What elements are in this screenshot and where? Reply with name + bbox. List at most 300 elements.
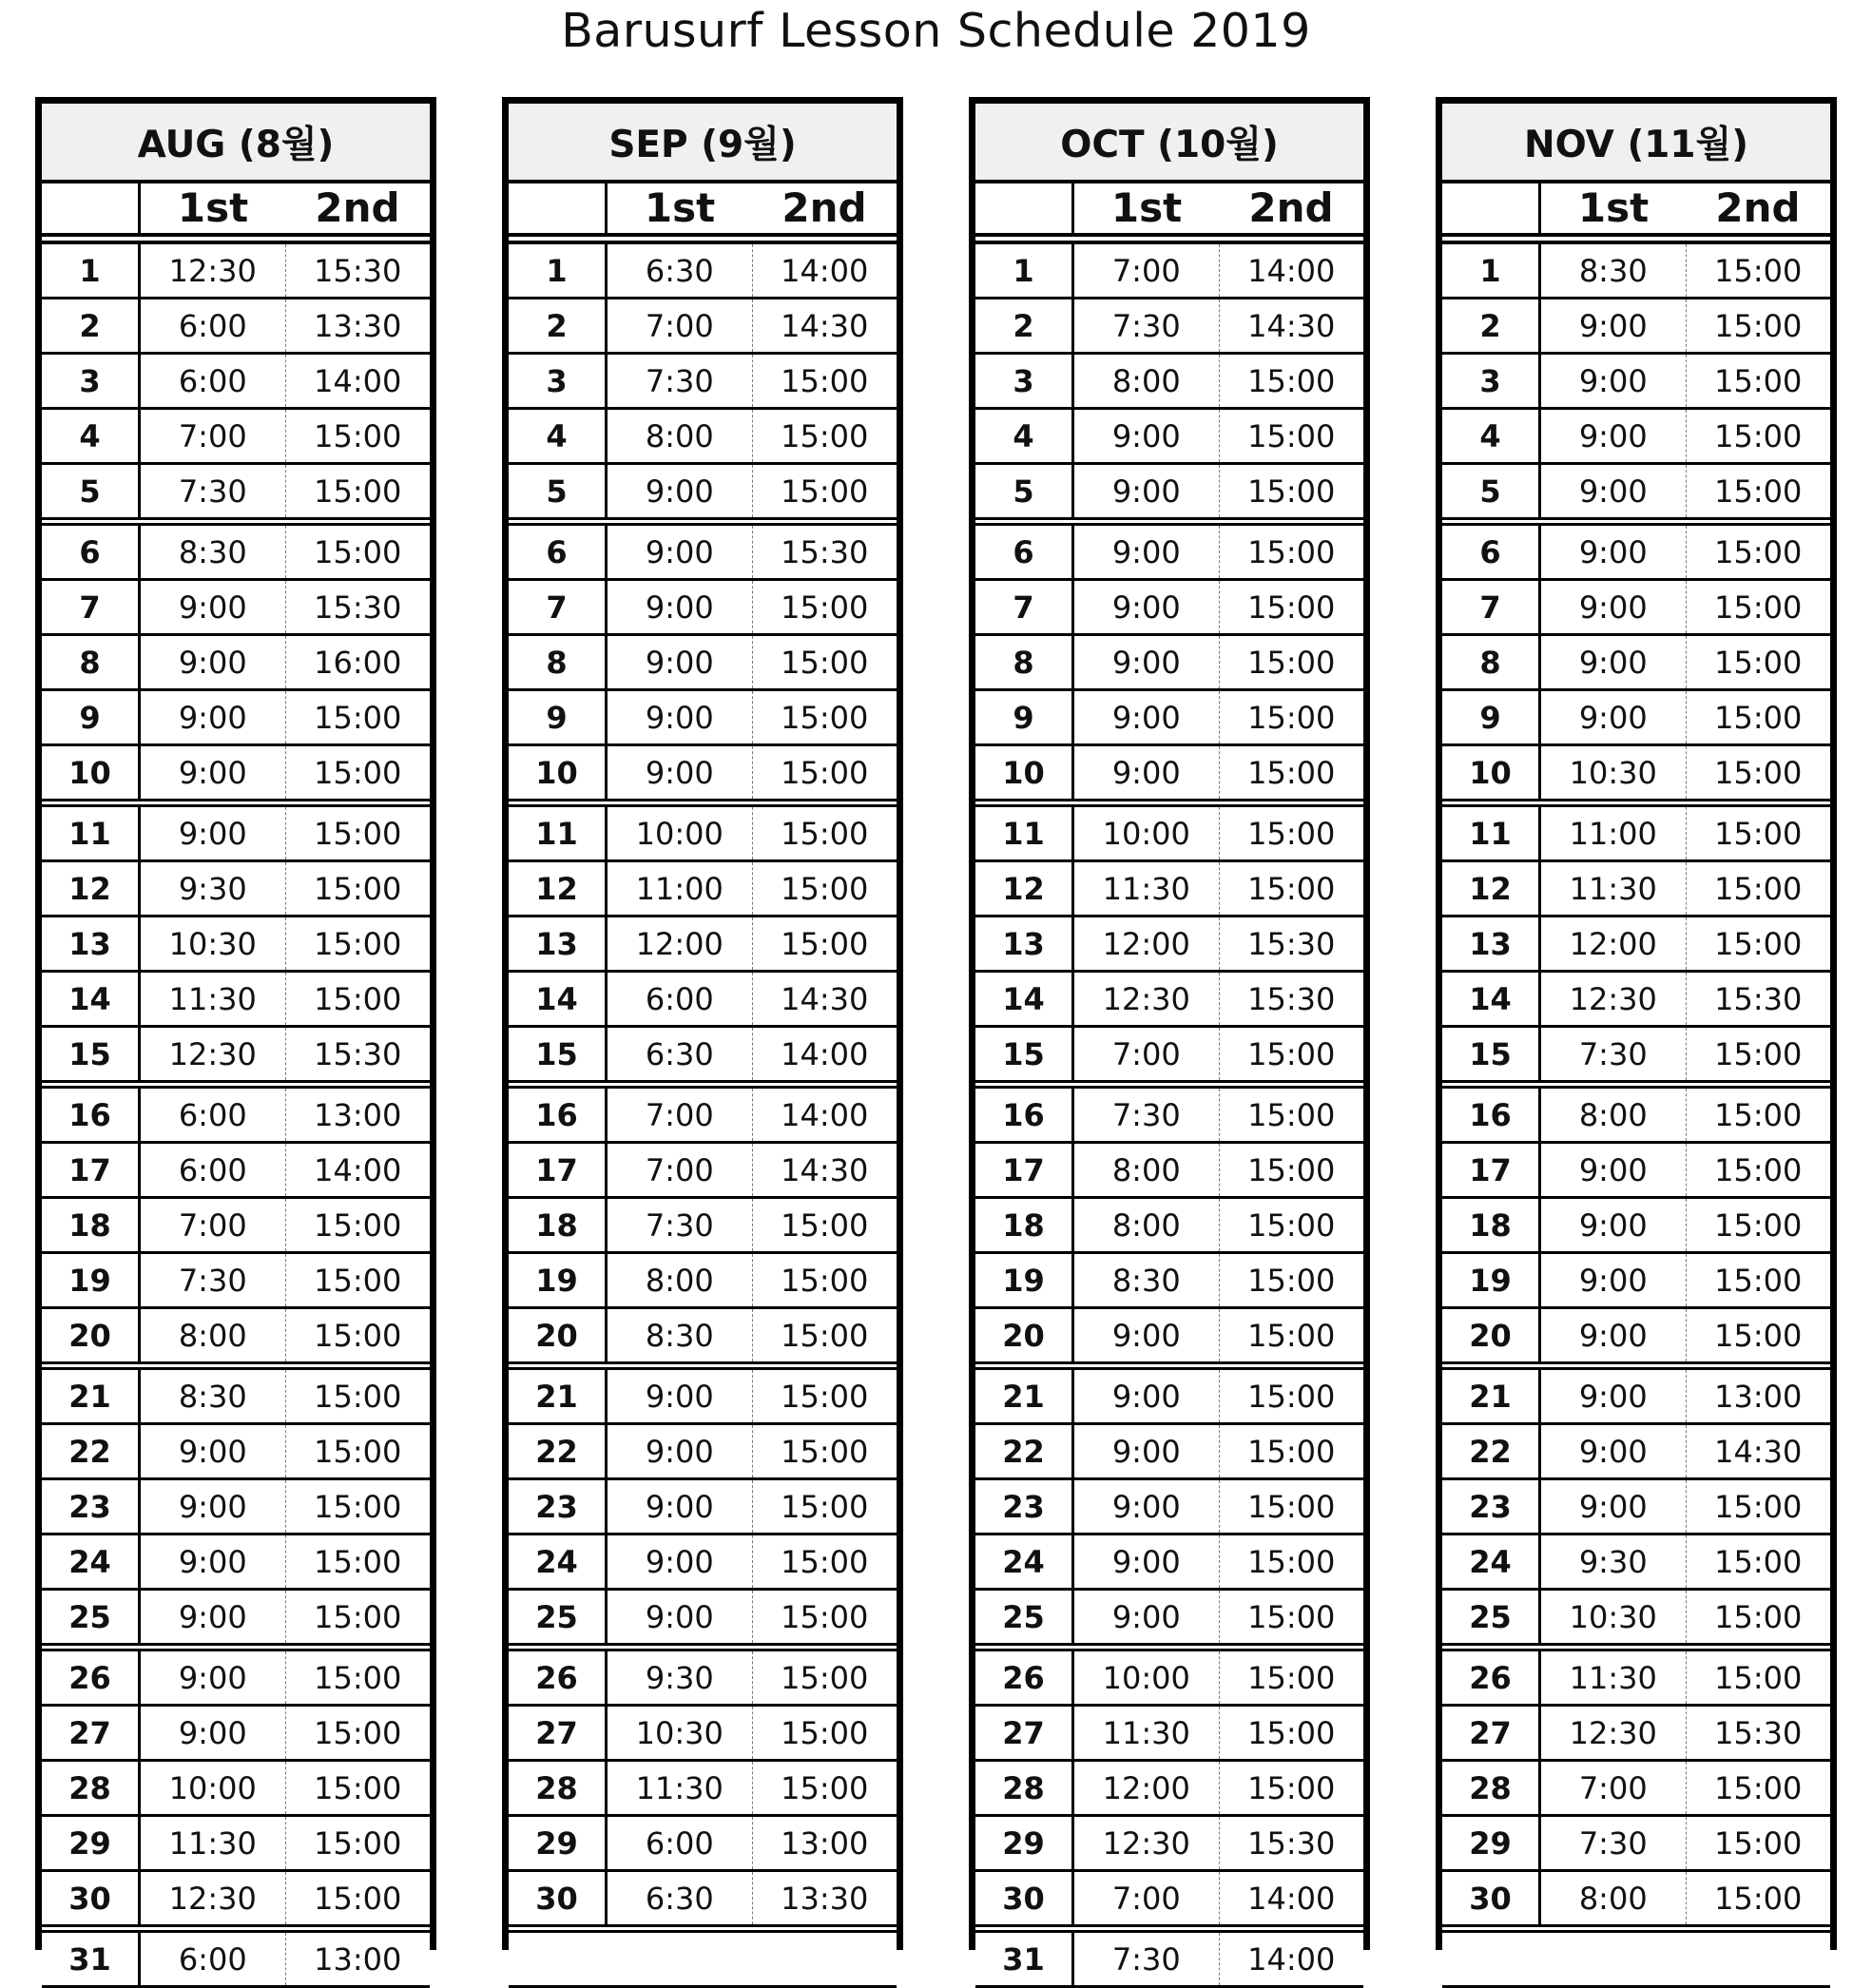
day-number: 27 (975, 1707, 1074, 1759)
table-row (1442, 1309, 1830, 1364)
first-lesson-time: 7:00 (1541, 1762, 1687, 1814)
first-lesson-time: 7:30 (1541, 1028, 1687, 1080)
first-lesson-time: 6:00 (141, 1089, 286, 1141)
month-header: OCT (10월) (975, 104, 1363, 183)
second-lesson-time: 13:00 (314, 1096, 402, 1133)
first-lesson-time: 11:30 (141, 973, 286, 1025)
table-row (509, 691, 897, 746)
day-number: 30 (42, 1872, 141, 1924)
second-lesson-time: 15:00 (1714, 1317, 1803, 1354)
column-header-first: 1st (177, 184, 249, 231)
first-lesson-time: 9:00 (1074, 691, 1220, 743)
second-lesson-time: 15:00 (314, 533, 402, 570)
first-lesson-time: 9:00 (1074, 526, 1220, 578)
table-row (509, 465, 897, 520)
first-lesson-time: 6:00 (608, 1817, 753, 1869)
second-lesson-time: 15:00 (314, 925, 402, 962)
table-row (1442, 862, 1830, 917)
table-row (975, 636, 1363, 691)
table-row (509, 1817, 897, 1872)
day-number: 30 (509, 1872, 608, 1924)
header-divider (509, 237, 897, 244)
first-lesson-time: 10:00 (141, 1762, 286, 1814)
table-row (975, 1535, 1363, 1591)
first-lesson-time: 8:30 (141, 1370, 286, 1422)
table-row (509, 636, 897, 691)
table-row (42, 1535, 430, 1591)
second-lesson-time: 15:00 (1714, 533, 1803, 570)
second-lesson-time: 15:00 (314, 1206, 402, 1244)
table-row (975, 862, 1363, 917)
first-lesson-time: 6:00 (141, 1933, 286, 1985)
column-header-day (1442, 183, 1541, 233)
table-row (42, 1425, 430, 1480)
day-number: 19 (975, 1254, 1074, 1306)
second-lesson-time: 15:00 (314, 699, 402, 736)
day-number: 15 (975, 1028, 1074, 1080)
table-row (42, 746, 430, 801)
second-lesson-time: 15:00 (314, 1543, 402, 1580)
day-number: 3 (42, 355, 141, 407)
table-row (1442, 1367, 1830, 1425)
first-lesson-time: 6:30 (608, 1028, 753, 1080)
first-lesson-time: 12:00 (608, 917, 753, 970)
day-number: 18 (509, 1199, 608, 1251)
second-lesson-time: 15:00 (1714, 307, 1803, 344)
day-number: 23 (42, 1480, 141, 1533)
day-number: 28 (509, 1762, 608, 1814)
day-number: 4 (509, 410, 608, 462)
day-number: 26 (1442, 1651, 1541, 1704)
page-title: Barusurf Lesson Schedule 2019 (561, 4, 1311, 58)
first-lesson-time: 6:30 (608, 244, 753, 297)
second-lesson-time: 15:00 (1714, 699, 1803, 736)
day-number: 22 (975, 1425, 1074, 1477)
table-row (1442, 917, 1830, 973)
day-number: 13 (509, 917, 608, 970)
table-row (42, 1591, 430, 1646)
first-lesson-time: 9:00 (141, 746, 286, 799)
second-lesson-time: 15:00 (1714, 473, 1803, 510)
column-header-second: 2nd (1715, 184, 1801, 231)
table-row (1442, 244, 1830, 299)
second-lesson-time: 15:00 (1247, 1262, 1336, 1299)
day-number: 14 (509, 973, 608, 1025)
table-row (1442, 1144, 1830, 1199)
table-row (509, 973, 897, 1028)
first-lesson-time: 9:00 (1541, 581, 1687, 633)
table-row (1442, 299, 1830, 355)
table-row (975, 523, 1363, 581)
day-number: 17 (975, 1144, 1074, 1196)
day-number: 3 (1442, 355, 1541, 407)
second-lesson-time: 15:30 (1714, 980, 1803, 1017)
day-number: 3 (509, 355, 608, 407)
table-row (509, 1144, 897, 1199)
day-number: 21 (975, 1370, 1074, 1422)
second-lesson-time: 15:00 (781, 1206, 869, 1244)
first-lesson-time: 11:00 (1541, 807, 1687, 859)
first-lesson-time: 11:30 (1541, 862, 1687, 915)
second-lesson-time: 15:00 (314, 473, 402, 510)
day-number: 11 (975, 807, 1074, 859)
second-lesson-time: 15:00 (781, 473, 869, 510)
table-row (42, 973, 430, 1028)
first-lesson-time: 7:30 (608, 1199, 753, 1251)
table-row (975, 691, 1363, 746)
day-number: 20 (509, 1309, 608, 1361)
first-lesson-time: 9:00 (1074, 1535, 1220, 1588)
table-row (509, 1367, 897, 1425)
second-lesson-time: 15:00 (781, 815, 869, 852)
table-row (975, 1086, 1363, 1144)
first-lesson-time: 9:00 (1541, 1480, 1687, 1533)
day-number: 5 (1442, 465, 1541, 517)
first-lesson-time: 9:00 (1074, 1370, 1220, 1422)
table-row (42, 636, 430, 691)
table-row (509, 1762, 897, 1817)
day-number: 7 (975, 581, 1074, 633)
day-number: 26 (509, 1651, 608, 1704)
table-row (42, 1817, 430, 1872)
table-row (975, 1309, 1363, 1364)
day-number: 15 (42, 1028, 141, 1080)
table-row (975, 1425, 1363, 1480)
second-lesson-time: 15:00 (781, 644, 869, 681)
second-lesson-time: 13:00 (314, 1940, 402, 1978)
table-row (975, 410, 1363, 465)
second-lesson-time: 15:00 (1714, 1488, 1803, 1525)
first-lesson-time: 9:00 (1074, 636, 1220, 688)
column-header-second: 2nd (315, 184, 400, 231)
day-number: 20 (42, 1309, 141, 1361)
second-lesson-time: 15:30 (1247, 980, 1336, 1017)
day-number: 5 (42, 465, 141, 517)
second-lesson-time: 15:00 (1714, 925, 1803, 962)
table-row (975, 299, 1363, 355)
day-number: 26 (42, 1651, 141, 1704)
second-lesson-time: 15:00 (1247, 1378, 1336, 1415)
first-lesson-time: 9:00 (1541, 299, 1687, 352)
second-lesson-time: 14:30 (781, 307, 869, 344)
second-lesson-time: 15:00 (1247, 1317, 1336, 1354)
first-lesson-time: 9:00 (1074, 465, 1220, 517)
second-lesson-time: 14:30 (781, 980, 869, 1017)
table-row (975, 1649, 1363, 1707)
table-row (975, 1480, 1363, 1535)
first-lesson-time (605, 1933, 751, 1985)
table-row (1442, 523, 1830, 581)
day-number: 13 (1442, 917, 1541, 970)
first-lesson-time: 12:30 (141, 1028, 286, 1080)
day-number: 29 (975, 1817, 1074, 1869)
day-number: 19 (1442, 1254, 1541, 1306)
day-number: 29 (42, 1817, 141, 1869)
second-lesson-time: 14:00 (314, 1151, 402, 1188)
first-lesson-time: 12:30 (1074, 1817, 1220, 1869)
second-lesson-time: 15:30 (1247, 925, 1336, 962)
table-row (42, 410, 430, 465)
table-row (509, 917, 897, 973)
table-row (42, 1199, 430, 1254)
day-number: 28 (42, 1762, 141, 1814)
day-number: 4 (975, 410, 1074, 462)
second-lesson-time: 15:00 (781, 699, 869, 736)
second-lesson-time: 15:00 (781, 1378, 869, 1415)
table-row (509, 1872, 897, 1927)
second-lesson-time: 15:00 (1247, 1151, 1336, 1188)
day-number: 23 (509, 1480, 608, 1533)
table-row (1442, 410, 1830, 465)
second-lesson-time: 15:30 (1247, 1824, 1336, 1862)
second-lesson-time: 15:00 (1714, 1151, 1803, 1188)
second-lesson-time: 15:00 (1714, 1769, 1803, 1806)
first-lesson-time: 8:30 (1074, 1254, 1220, 1306)
first-lesson-time: 9:00 (608, 1591, 753, 1643)
day-number: 12 (42, 862, 141, 915)
first-lesson-time: 7:30 (608, 355, 753, 407)
second-lesson-time: 15:00 (781, 925, 869, 962)
day-number: 6 (509, 526, 608, 578)
day-number: 15 (1442, 1028, 1541, 1080)
first-lesson-time: 12:30 (1541, 973, 1687, 1025)
day-number: 4 (1442, 410, 1541, 462)
table-row (975, 1762, 1363, 1817)
first-lesson-time: 9:00 (141, 1535, 286, 1588)
day-number: 22 (1442, 1425, 1541, 1477)
first-lesson-time: 8:00 (1541, 1089, 1687, 1141)
day-number: 24 (975, 1535, 1074, 1588)
second-lesson-time: 15:00 (314, 1598, 402, 1635)
day-number: 24 (509, 1535, 608, 1588)
first-lesson-time: 9:00 (608, 691, 753, 743)
second-lesson-time: 15:00 (1247, 1433, 1336, 1470)
table-row (1442, 1425, 1830, 1480)
first-lesson-time: 9:30 (141, 862, 286, 915)
second-lesson-time: 13:00 (1714, 1378, 1803, 1415)
first-lesson-time: 9:00 (141, 581, 286, 633)
table-row (42, 523, 430, 581)
first-lesson-time: 9:00 (1074, 1309, 1220, 1361)
first-lesson-time: 9:00 (1541, 636, 1687, 688)
table-row (42, 299, 430, 355)
second-lesson-time: 15:00 (1247, 1488, 1336, 1525)
month-table (502, 97, 903, 1950)
table-row (42, 244, 430, 299)
second-lesson-time: 15:00 (314, 1769, 402, 1806)
table-row (1442, 1817, 1830, 1872)
table-row (509, 1707, 897, 1762)
second-lesson-time: 15:00 (314, 870, 402, 907)
day-number (509, 1933, 605, 1985)
column-header-row (1442, 183, 1830, 237)
column-header-first: 1st (1110, 184, 1183, 231)
table-row (1442, 1649, 1830, 1707)
first-lesson-time: 7:30 (1074, 1089, 1220, 1141)
second-lesson-time: 15:00 (1714, 252, 1803, 289)
table-row (42, 917, 430, 973)
second-lesson-time: 15:00 (314, 417, 402, 454)
first-lesson-time: 9:00 (1074, 410, 1220, 462)
day-number: 17 (42, 1144, 141, 1196)
table-row (42, 1086, 430, 1144)
first-lesson-time: 8:00 (608, 410, 753, 462)
second-lesson-time: 15:00 (1247, 1714, 1336, 1751)
day-number: 16 (975, 1089, 1074, 1141)
table-row (1442, 636, 1830, 691)
first-lesson-time: 7:30 (141, 465, 286, 517)
table-row (1442, 691, 1830, 746)
second-lesson-time: 15:00 (314, 1433, 402, 1470)
first-lesson-time (1538, 1933, 1685, 1985)
second-lesson-time: 15:00 (1247, 644, 1336, 681)
day-number: 3 (975, 355, 1074, 407)
first-lesson-time: 10:30 (1541, 746, 1687, 799)
day-number: 20 (975, 1309, 1074, 1361)
table-row (975, 465, 1363, 520)
day-number: 17 (509, 1144, 608, 1196)
first-lesson-time: 9:00 (1074, 1480, 1220, 1533)
day-number: 16 (509, 1089, 608, 1141)
first-lesson-time: 9:00 (141, 1480, 286, 1533)
day-number: 27 (509, 1707, 608, 1759)
column-header-second: 2nd (1248, 184, 1334, 231)
day-number: 18 (975, 1199, 1074, 1251)
day-number: 16 (1442, 1089, 1541, 1141)
table-row (975, 581, 1363, 636)
first-lesson-time: 7:00 (608, 299, 753, 352)
day-number: 1 (509, 244, 608, 297)
first-lesson-time: 10:00 (1074, 807, 1220, 859)
day-number: 9 (975, 691, 1074, 743)
day-number: 23 (1442, 1480, 1541, 1533)
second-lesson-time: 15:00 (1247, 870, 1336, 907)
day-number: 28 (1442, 1762, 1541, 1814)
day-number: 19 (509, 1254, 608, 1306)
day-number: 27 (42, 1707, 141, 1759)
second-lesson-time: 15:00 (1247, 589, 1336, 626)
table-row (509, 581, 897, 636)
day-number: 10 (1442, 746, 1541, 799)
table-row (42, 1762, 430, 1817)
column-header-second: 2nd (782, 184, 867, 231)
table-row (42, 355, 430, 410)
table-row (975, 1028, 1363, 1083)
second-lesson-time: 15:00 (314, 815, 402, 852)
table-row (42, 804, 430, 862)
first-lesson-time: 9:00 (1541, 1199, 1687, 1251)
second-lesson-time: 15:00 (1247, 417, 1336, 454)
first-lesson-time: 9:00 (1541, 526, 1687, 578)
day-number: 14 (975, 973, 1074, 1025)
table-row (42, 1707, 430, 1762)
table-row (975, 1817, 1363, 1872)
first-lesson-time: 9:00 (1074, 1425, 1220, 1477)
table-row (975, 804, 1363, 862)
day-number: 10 (509, 746, 608, 799)
day-number: 2 (42, 299, 141, 352)
day-number: 5 (975, 465, 1074, 517)
day-number: 6 (42, 526, 141, 578)
second-lesson-time: 15:00 (1714, 1096, 1803, 1133)
table-row (509, 1480, 897, 1535)
table-row (1442, 804, 1830, 862)
table-row (42, 1872, 430, 1927)
first-lesson-time: 6:00 (608, 973, 753, 1025)
table-row (975, 1254, 1363, 1309)
table-row (975, 355, 1363, 410)
second-lesson-time: 15:30 (314, 1035, 402, 1072)
day-number: 21 (42, 1370, 141, 1422)
day-number: 16 (42, 1089, 141, 1141)
first-lesson-time: 8:00 (1074, 1199, 1220, 1251)
table-row (1442, 973, 1830, 1028)
second-lesson-time: 14:30 (1714, 1433, 1803, 1470)
day-number: 9 (509, 691, 608, 743)
day-number: 18 (1442, 1199, 1541, 1251)
second-lesson-time: 15:00 (314, 754, 402, 791)
second-lesson-time: 16:00 (314, 644, 402, 681)
second-lesson-time: 15:00 (1714, 754, 1803, 791)
first-lesson-time: 9:00 (1541, 410, 1687, 462)
table-row (509, 1309, 897, 1364)
month-table (35, 97, 436, 1978)
second-lesson-time: 15:00 (1247, 1769, 1336, 1806)
first-lesson-time: 6:00 (141, 1144, 286, 1196)
day-number: 13 (975, 917, 1074, 970)
first-lesson-time: 9:00 (1541, 1370, 1687, 1422)
second-lesson-time: 14:00 (1247, 1940, 1336, 1978)
first-lesson-time: 8:30 (141, 526, 286, 578)
table-row (1442, 746, 1830, 801)
first-lesson-time: 9:00 (608, 1425, 753, 1477)
second-lesson-time: 14:00 (781, 252, 869, 289)
table-row (1442, 1535, 1830, 1591)
table-row (509, 299, 897, 355)
day-number: 2 (1442, 299, 1541, 352)
table-row (975, 1367, 1363, 1425)
second-lesson-time: 15:00 (781, 1543, 869, 1580)
second-lesson-time: 15:00 (1714, 1659, 1803, 1696)
second-lesson-time: 15:00 (1714, 1598, 1803, 1635)
day-number: 14 (1442, 973, 1541, 1025)
table-row (975, 973, 1363, 1028)
table-row (42, 1254, 430, 1309)
first-lesson-time: 6:00 (141, 299, 286, 352)
second-lesson-time: 13:30 (781, 1880, 869, 1917)
column-header-day (509, 183, 608, 233)
table-row (509, 523, 897, 581)
second-lesson-time: 15:00 (1714, 1262, 1803, 1299)
first-lesson-time: 9:00 (1074, 746, 1220, 799)
table-row (1442, 1762, 1830, 1817)
day-number: 12 (509, 862, 608, 915)
day-number: 30 (1442, 1872, 1541, 1924)
day-number: 14 (42, 973, 141, 1025)
day-number: 29 (509, 1817, 608, 1869)
first-lesson-time: 8:30 (1541, 244, 1687, 297)
day-number: 8 (1442, 636, 1541, 688)
table-row (42, 1930, 430, 1988)
second-lesson-time: 15:00 (1247, 533, 1336, 570)
first-lesson-time: 11:30 (141, 1817, 286, 1869)
second-lesson-time: 15:00 (781, 589, 869, 626)
first-lesson-time: 7:30 (1074, 299, 1220, 352)
second-lesson-time: 15:00 (314, 1317, 402, 1354)
day-number: 13 (42, 917, 141, 970)
month-table (1436, 97, 1837, 1950)
first-lesson-time: 9:00 (608, 1370, 753, 1422)
